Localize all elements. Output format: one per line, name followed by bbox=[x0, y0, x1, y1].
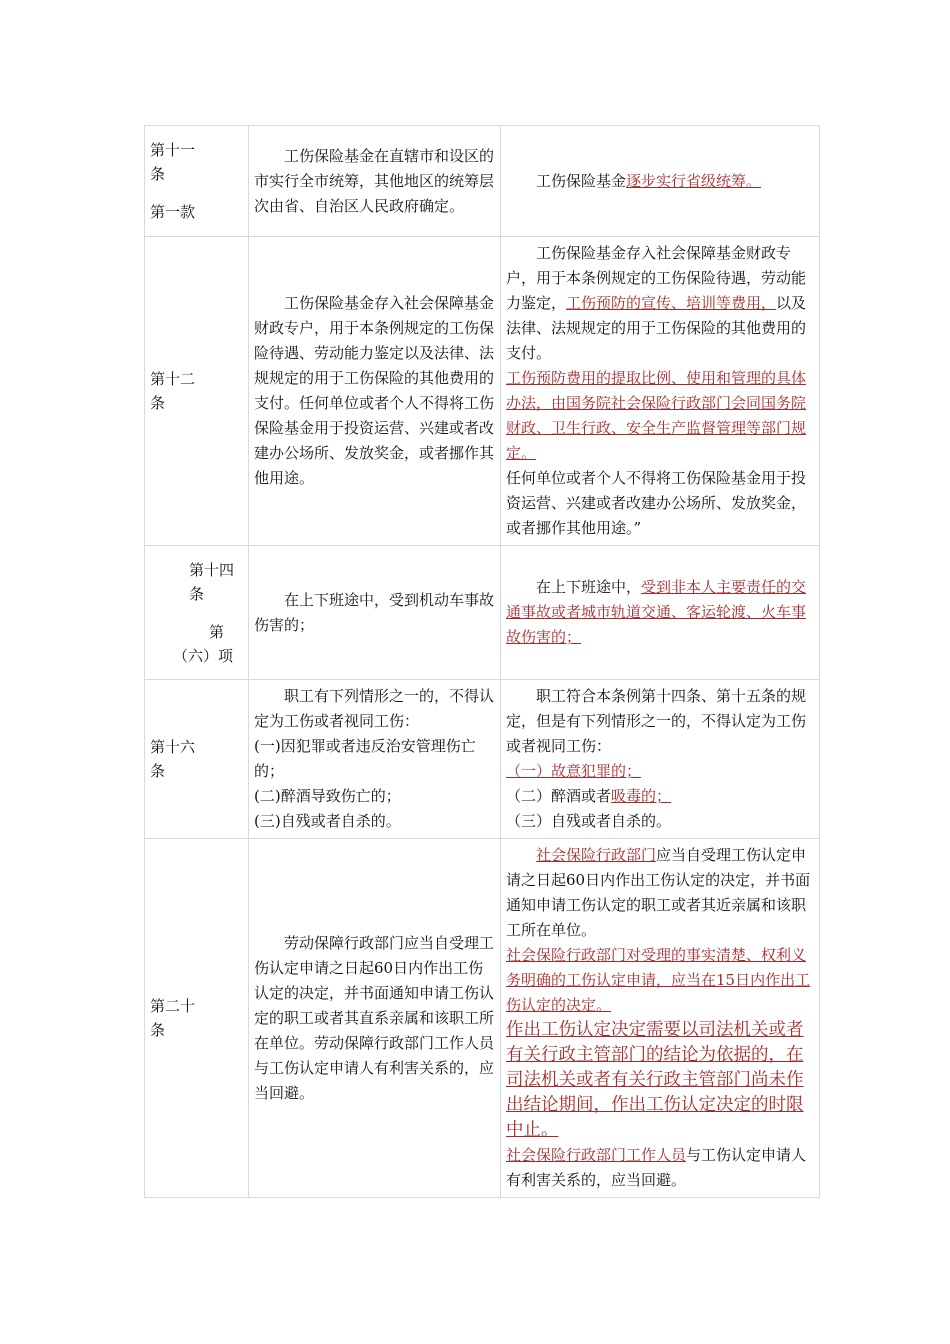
old-item: (一)因犯罪或者违反治安管理伤亡的； bbox=[254, 737, 476, 780]
old-text-cell: 劳动保障行政部门应当自受理工伤认定申请之日起60日内作出工伤认定的决定，并书面通知申请工伤认定的职工或者其直系亲属和该职工所在单位。劳动保障行政部门工作人员与工伤认定申请人有利害关系的，应当回避。 bbox=[249, 839, 501, 1198]
new-paragraph bbox=[506, 1143, 814, 1193]
new-text-plain: 以及法律、法规规定的用于工伤保险的其他费用的支付。 bbox=[506, 294, 807, 362]
new-text-amended: 社会保险行政部门 bbox=[536, 846, 657, 864]
new-text-amended: 受到非本人主要责任的交通事故或者城市轨道交通、客运轮渡、火车事故伤害的； bbox=[506, 578, 807, 646]
new-paragraph bbox=[506, 366, 814, 466]
old-text-cell bbox=[249, 680, 501, 839]
article-item: （六）项 bbox=[173, 646, 234, 665]
new-text-amended: 工伤预防的宣传、培训等费用， bbox=[566, 294, 777, 312]
new-text-amended: 作出工伤认定决定需要以司法机关或者有关行政主管部门的结论为依据的，在司法机关或者有关行政主管部门尚未作出结论期间，作出工伤认定决定的时限中止。 bbox=[506, 1020, 804, 1140]
new-intro: 职工符合本条例第十四条、第十五条的规定，但是有下列情形之一的，不得认定为工伤或者视同工伤： bbox=[506, 687, 807, 755]
old-text-cell: 工伤保险基金存入社会保障基金财政专户，用于本条例规定的工伤保险待遇、劳动能力鉴定以及法律、法规规定的用于工伤保险的其他费用的支付。任何单位或者个人不得将工伤保险基金用于投资运营、兴建或者改建办公场所、发放奖金，或者挪作其他用途。 bbox=[249, 237, 501, 546]
new-text-plain: 工伤保险基金存入社会保障基金财政专户，用于本条例规定的工伤保险待遇，劳动能力鉴定， bbox=[506, 244, 807, 312]
article-cell bbox=[145, 126, 249, 237]
table-row bbox=[145, 839, 820, 1198]
article-suffix: 条 bbox=[189, 584, 205, 603]
new-text-amended: 逐步实行省级统筹。 bbox=[626, 171, 762, 190]
article-suffix: 条 bbox=[150, 394, 166, 412]
article-cell bbox=[145, 680, 249, 839]
new-item: （三）自残或者自杀的。 bbox=[506, 812, 672, 830]
new-text-amended: 社会保险行政部门对受理的事实清楚、权利义务明确的工伤认定申请，应当在15日内作出工伤认定的决定。 bbox=[506, 946, 811, 1014]
article-number: 第十二 bbox=[150, 370, 196, 388]
new-text-cell bbox=[501, 546, 820, 680]
comparison-table bbox=[144, 125, 820, 1198]
old-text-cell: 在上下班途中，受到机动车事故伤害的； bbox=[249, 546, 501, 680]
article-item-prefix: 第 bbox=[209, 622, 225, 641]
new-item bbox=[506, 784, 814, 809]
old-intro: 职工有下列情形之一的，不得认定为工伤或者视同工伤： bbox=[254, 687, 495, 730]
new-paragraph bbox=[506, 241, 814, 366]
new-text-cell bbox=[501, 237, 820, 546]
new-text-amended: 社会保险行政部门工作人员 bbox=[506, 1146, 687, 1164]
new-paragraph: 任何单位或者个人不得将工伤保险基金用于投资运营、兴建或者改建办公场所、发放奖金，或者挪作其他用途。” bbox=[506, 469, 807, 537]
article-suffix: 条 bbox=[150, 165, 166, 183]
new-text-amended: 吸毒的； bbox=[611, 787, 672, 805]
table-row bbox=[145, 126, 820, 237]
new-text-plain: 应当自受理工伤认定申请之日起60日内作出工伤认定的决定，并书面通知申请工伤认定的职工或者其近亲属和该职工所在单位。 bbox=[506, 846, 811, 939]
article-suffix: 条 bbox=[150, 1021, 166, 1039]
new-text-plain: 工伤保险基金 bbox=[536, 171, 627, 190]
new-paragraph bbox=[506, 943, 814, 1018]
article-number: 第十一 bbox=[150, 141, 196, 159]
table-row bbox=[145, 680, 820, 839]
article-number: 第二十 bbox=[150, 997, 196, 1015]
table-row bbox=[145, 237, 820, 546]
article-suffix: 条 bbox=[150, 762, 166, 780]
new-text-plain: 与工伤认定申请人有利害关系的，应当回避。 bbox=[506, 1146, 807, 1189]
article-clause: 第一款 bbox=[150, 203, 196, 221]
article-number: 第十六 bbox=[150, 738, 196, 756]
new-text-amended: （一）故意犯罪的； bbox=[506, 762, 642, 780]
new-text-plain: 在上下班途中， bbox=[536, 578, 642, 596]
new-text-cell bbox=[501, 126, 820, 237]
new-item bbox=[506, 759, 814, 784]
new-text-amended: 工伤预防费用的提取比例、使用和管理的具体办法，由国务院社会保险行政部门会同国务院财政、卫生行政、安全生产监督管理等部门规定。 bbox=[506, 369, 807, 462]
new-text-cell bbox=[501, 839, 820, 1198]
new-text-cell bbox=[501, 680, 820, 839]
new-paragraph bbox=[506, 1018, 814, 1143]
article-number: 第十四 bbox=[189, 560, 235, 579]
new-paragraph bbox=[506, 843, 814, 943]
old-text-cell: 工伤保险基金在直辖市和设区的市实行全市统筹，其他地区的统筹层次由省、自治区人民政府确定。 bbox=[249, 126, 501, 237]
article-cell bbox=[145, 237, 249, 546]
old-item: (二)醉酒导致伤亡的； bbox=[254, 787, 401, 805]
article-cell bbox=[145, 546, 249, 680]
article-cell bbox=[145, 839, 249, 1198]
old-item: (三)自残或者自杀的。 bbox=[254, 812, 401, 830]
new-text-plain: （二）醉酒或者 bbox=[506, 787, 612, 805]
table-row bbox=[145, 546, 820, 680]
